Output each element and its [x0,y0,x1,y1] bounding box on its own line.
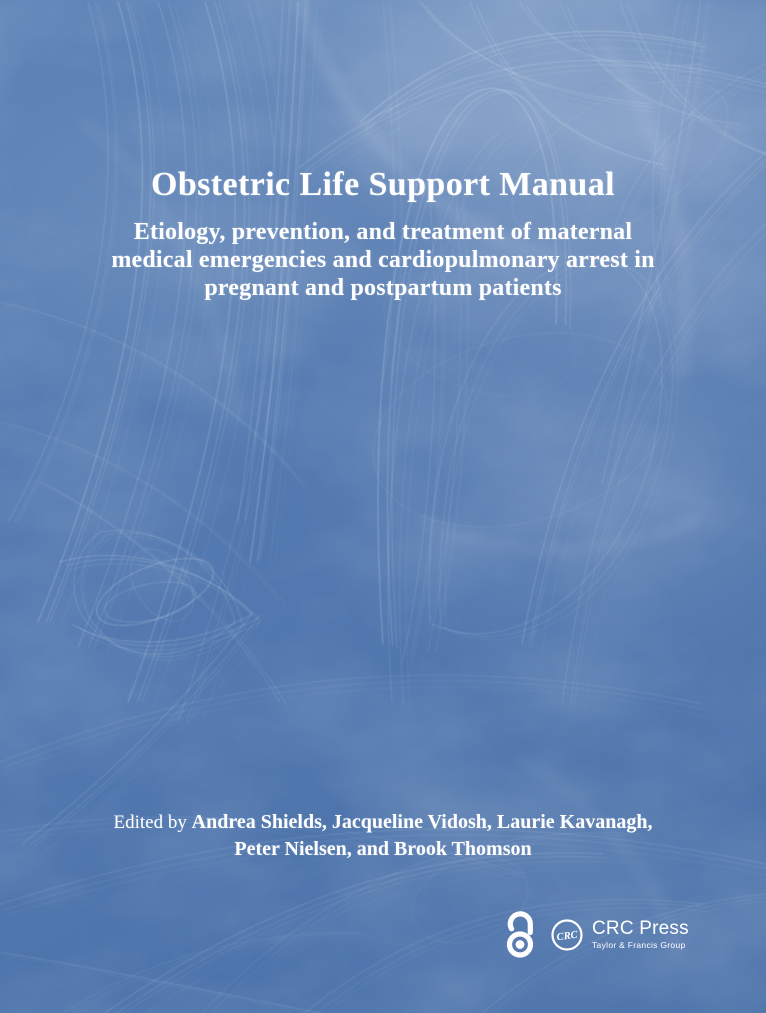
svg-text:CRC: CRC [556,929,579,944]
crc-monogram-icon [551,919,583,951]
book-subtitle [0,218,766,302]
publisher-name: CRC Press [592,918,689,939]
subtitle-line-3: pregnant and postpartum patients [204,275,562,301]
open-access-icon [502,908,542,962]
publisher-block [502,908,689,962]
editors-line-2: Peter Nielsen, and Brook Thomson [234,838,532,860]
editors-credit [0,809,766,862]
subtitle-line-2: medical emergencies and cardiopulmonary arrest in [111,247,655,273]
editor-names-1: Andrea Shields, Jacqueline Vidosh, Laurie Kavanagh, [191,811,653,833]
publisher-text [592,919,689,951]
edited-by-label: Edited by [113,812,192,833]
publisher-group: Taylor & Francis Group [592,940,686,950]
subtitle-line-1: Etiology, prevention, and treatment of maternal [133,219,633,245]
book-title: Obstetric Life Support Manual [151,166,615,203]
editors-line-1 [0,809,766,836]
